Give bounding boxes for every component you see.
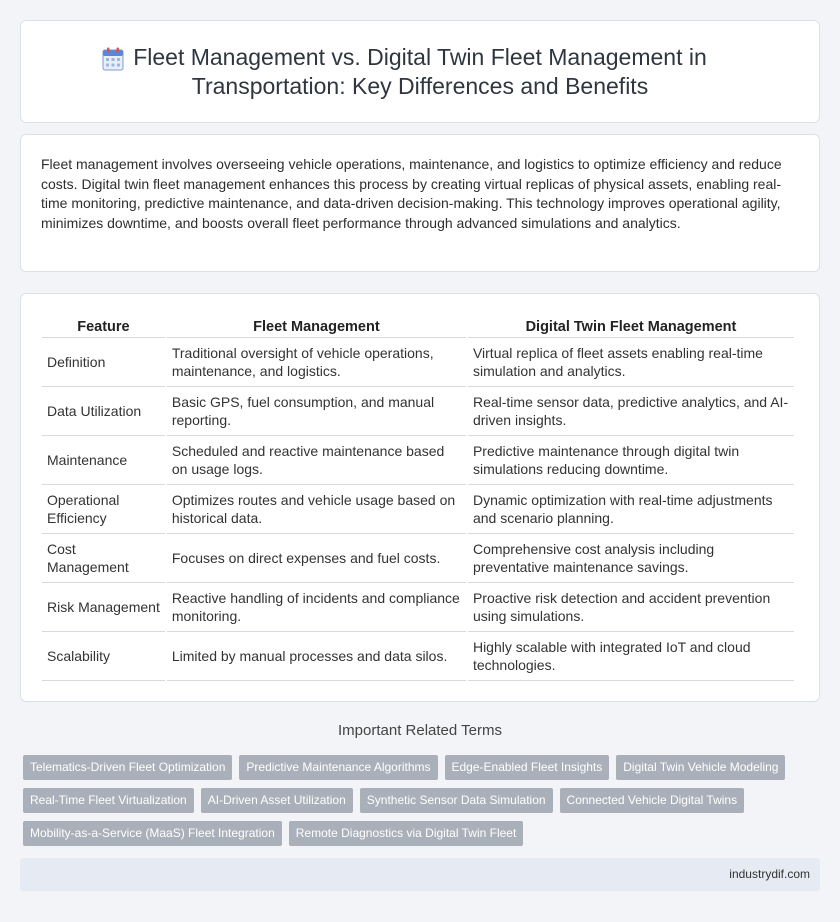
related-term-tag[interactable]: Synthetic Sensor Data Simulation bbox=[360, 788, 553, 813]
fleet-management-cell: Limited by manual processes and data silos. bbox=[167, 632, 466, 681]
feature-cell: Cost Management bbox=[42, 534, 165, 583]
comparison-table-card bbox=[20, 293, 820, 702]
digital-twin-cell: Proactive risk detection and accident prevention using simulations. bbox=[468, 583, 794, 632]
digital-twin-cell: Predictive maintenance through digital twin simulations reducing downtime. bbox=[468, 436, 794, 485]
comparison-table bbox=[40, 314, 796, 681]
tag-row bbox=[23, 821, 823, 846]
related-terms-list bbox=[23, 755, 823, 854]
fleet-management-cell: Optimizes routes and vehicle usage based on historical data. bbox=[167, 485, 466, 534]
related-term-tag[interactable]: Edge-Enabled Fleet Insights bbox=[445, 755, 610, 780]
table-row bbox=[42, 436, 794, 485]
table-row bbox=[42, 583, 794, 632]
table-header-row bbox=[42, 314, 794, 338]
table-row bbox=[42, 338, 794, 387]
fleet-management-cell: Scheduled and reactive maintenance based on usage logs. bbox=[167, 436, 466, 485]
feature-cell: Operational Efficiency bbox=[42, 485, 165, 534]
footer bbox=[20, 858, 820, 891]
feature-cell: Data Utilization bbox=[42, 387, 165, 436]
fleet-management-cell: Reactive handling of incidents and compliance monitoring. bbox=[167, 583, 466, 632]
related-term-tag[interactable]: AI-Driven Asset Utilization bbox=[201, 788, 353, 813]
related-terms-title: Important Related Terms bbox=[338, 722, 502, 739]
related-term-tag[interactable]: Remote Diagnostics via Digital Twin Fleet bbox=[289, 821, 524, 846]
related-term-tag[interactable]: Connected Vehicle Digital Twins bbox=[560, 788, 745, 813]
related-term-tag[interactable]: Predictive Maintenance Algorithms bbox=[239, 755, 437, 780]
intro-card bbox=[20, 134, 820, 272]
fleet-management-cell: Basic GPS, fuel consumption, and manual reporting. bbox=[167, 387, 466, 436]
table-row bbox=[42, 632, 794, 681]
page-title: Fleet Management vs. Digital Twin Fleet Management in Transportation: Key Differences and Benefits bbox=[133, 43, 707, 99]
table-row bbox=[42, 534, 794, 583]
fleet-management-cell: Traditional oversight of vehicle operations, maintenance, and logistics. bbox=[167, 338, 466, 387]
tag-row bbox=[23, 788, 823, 813]
intro-paragraph: Fleet management involves overseeing vehicle operations, maintenance, and logistics to optimize efficiency and reduce costs. Digital twin fleet management enhances this process by creating virtual replicas of physical assets, enabling real-time monitoring, predictive maintenance, and data-driven decision-making. This technology improves operational agility, minimizes downtime, and boosts overall fleet performance through advanced simulations and analytics. bbox=[41, 156, 782, 231]
digital-twin-cell: Highly scalable with integrated IoT and cloud technologies. bbox=[468, 632, 794, 681]
footer-site-link[interactable]: industrydif.com bbox=[729, 867, 810, 881]
digital-twin-cell: Dynamic optimization with real-time adjustments and scenario planning. bbox=[468, 485, 794, 534]
header-card bbox=[20, 20, 820, 123]
related-term-tag[interactable]: Digital Twin Vehicle Modeling bbox=[616, 755, 785, 780]
feature-cell: Definition bbox=[42, 338, 165, 387]
feature-cell: Scalability bbox=[42, 632, 165, 681]
digital-twin-cell: Comprehensive cost analysis including preventative maintenance savings. bbox=[468, 534, 794, 583]
related-term-tag[interactable]: Mobility-as-a-Service (MaaS) Fleet Integration bbox=[23, 821, 282, 846]
digital-twin-cell: Real-time sensor data, predictive analytics, and AI-driven insights. bbox=[468, 387, 794, 436]
digital-twin-cell: Virtual replica of fleet assets enabling real-time simulation and analytics. bbox=[468, 338, 794, 387]
fleet-management-cell: Focuses on direct expenses and fuel costs. bbox=[167, 534, 466, 583]
related-term-tag[interactable]: Telematics-Driven Fleet Optimization bbox=[23, 755, 232, 780]
table-row bbox=[42, 387, 794, 436]
feature-cell: Risk Management bbox=[42, 583, 165, 632]
header-feature: Feature bbox=[42, 314, 165, 338]
tag-row bbox=[23, 755, 823, 780]
table-row bbox=[42, 485, 794, 534]
feature-cell: Maintenance bbox=[42, 436, 165, 485]
related-term-tag[interactable]: Real-Time Fleet Virtualization bbox=[23, 788, 194, 813]
header-digital-twin: Digital Twin Fleet Management bbox=[468, 314, 794, 338]
header-fleet-management: Fleet Management bbox=[167, 314, 466, 338]
